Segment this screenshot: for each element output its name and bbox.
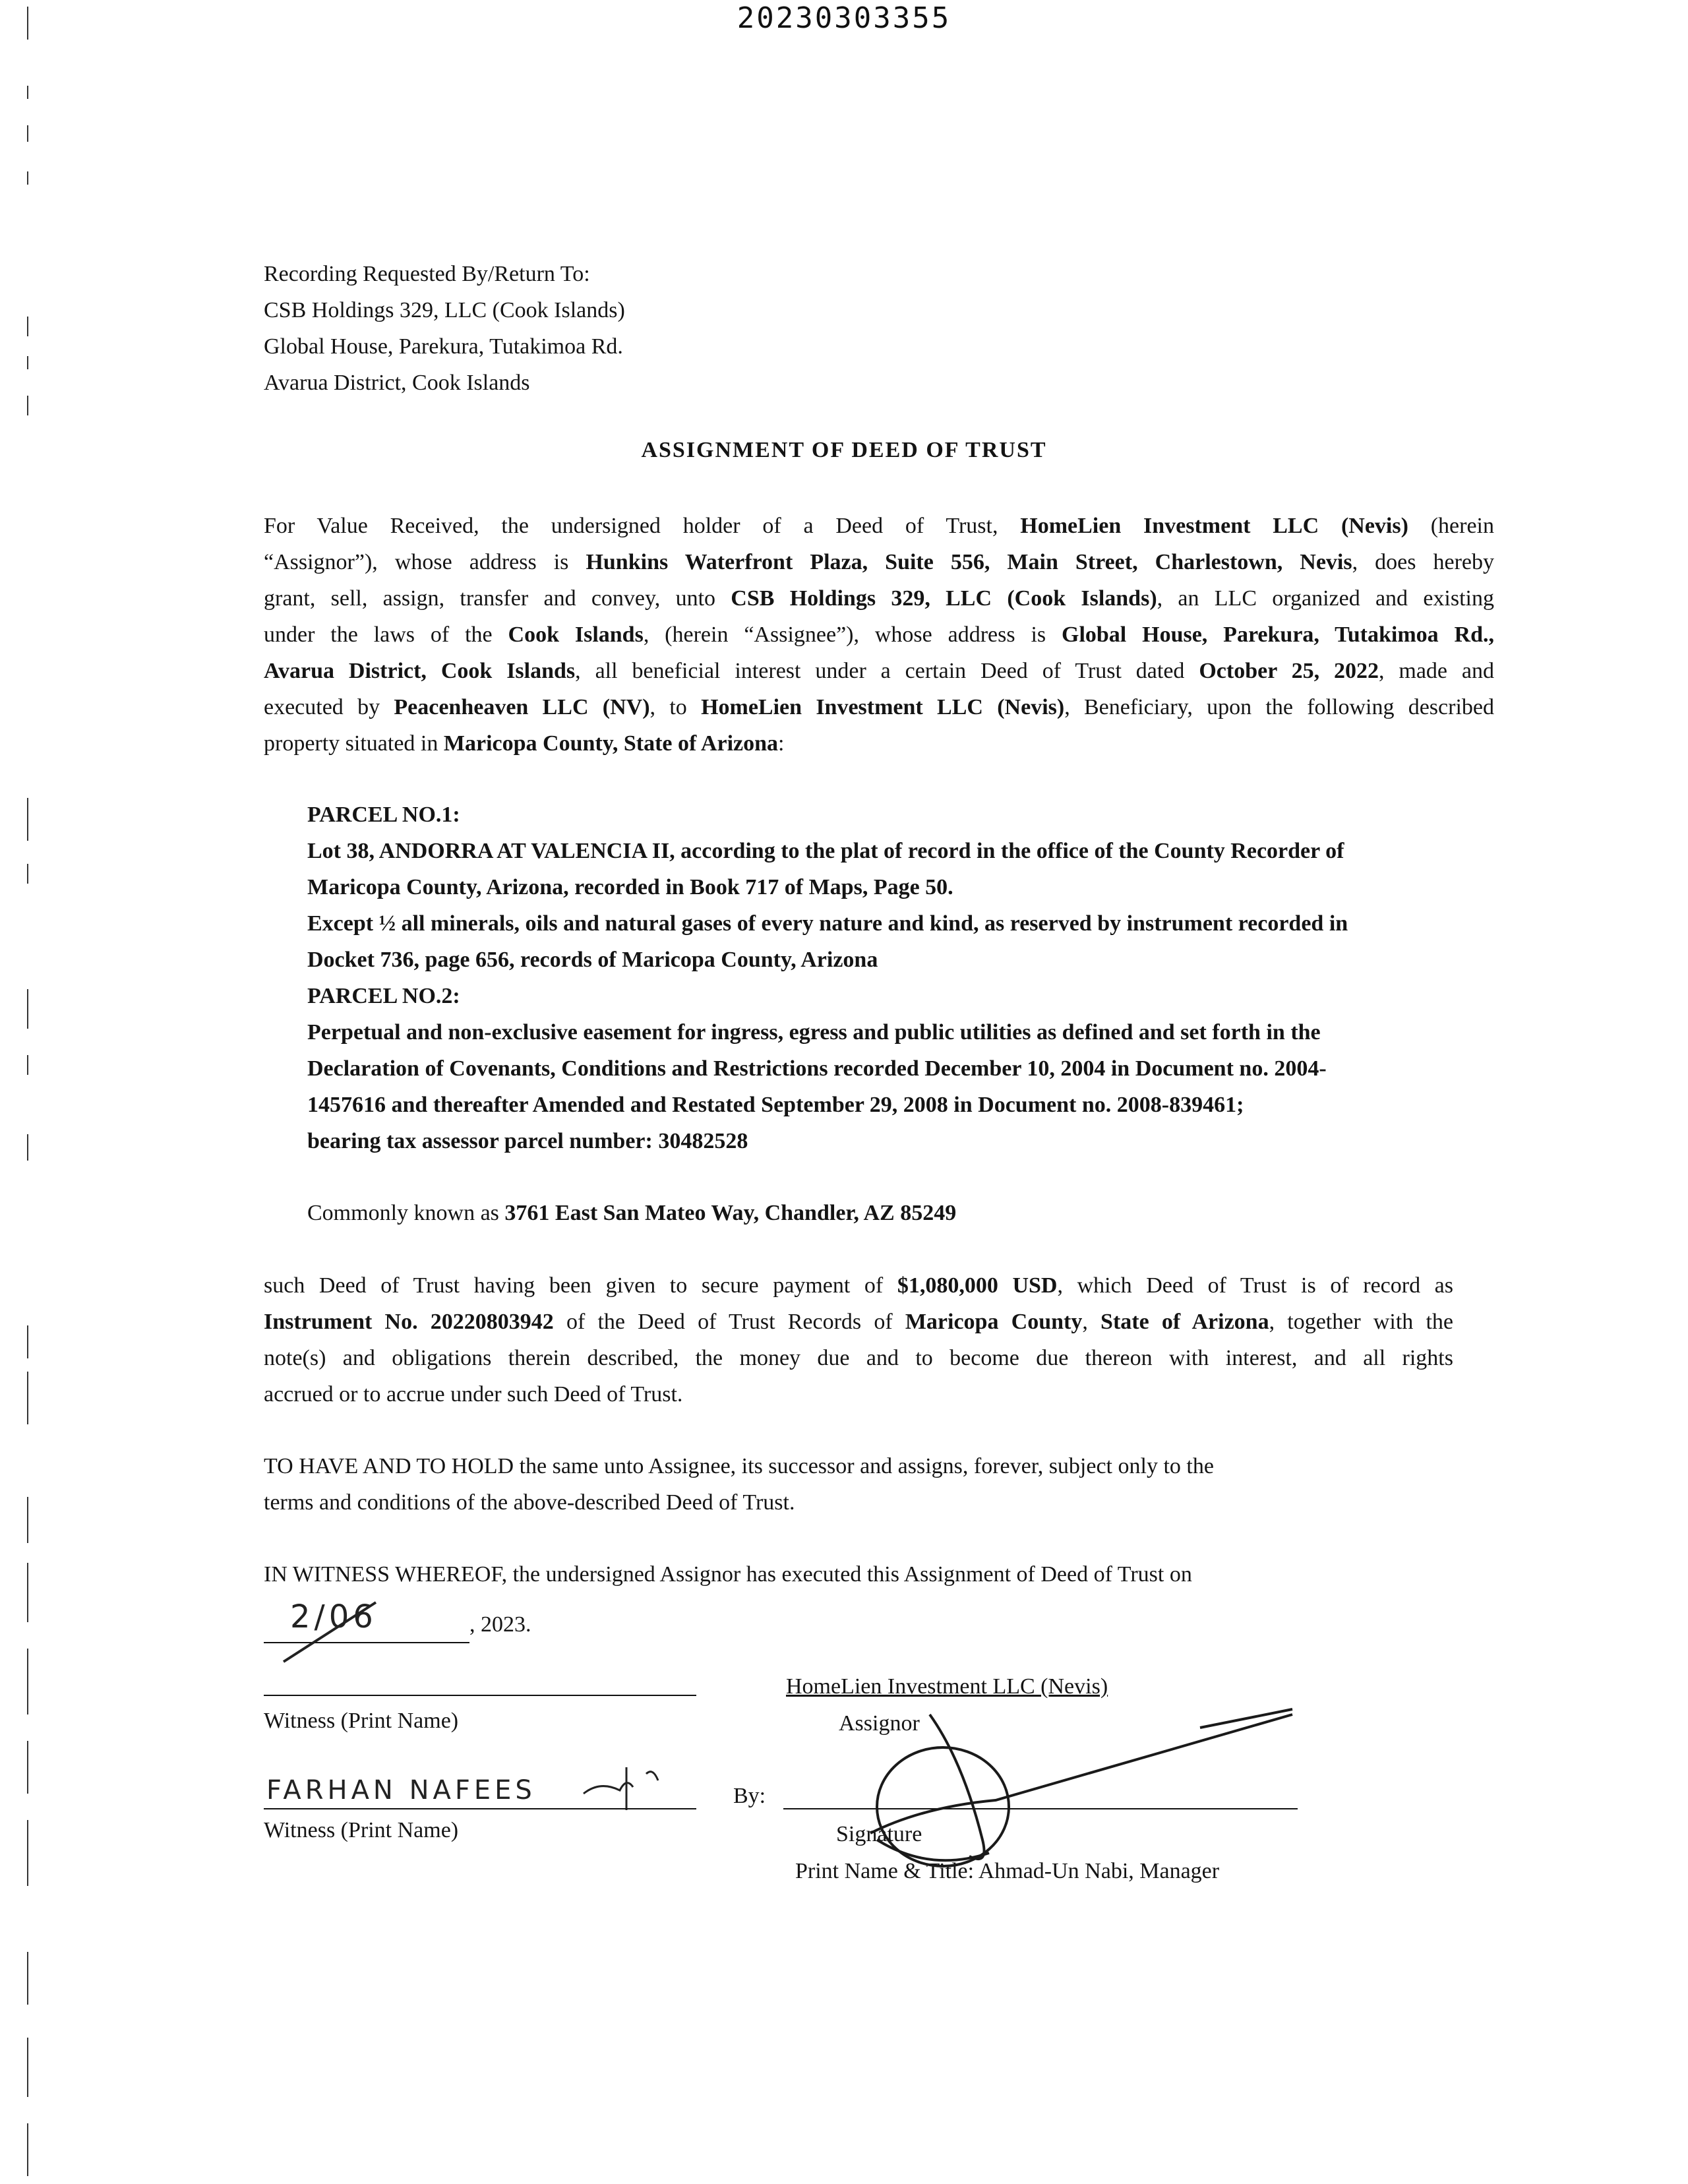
payment-line: accrued or to accrue under such Deed of Trust. [264,1382,683,1407]
intro-paragraph [264,508,1494,762]
assignor-signature-mark [831,1701,1306,1886]
recording-line: Global House, Parekura, Tutakimoa Rd. [264,334,623,359]
assignor-caption: Assignor [839,1711,920,1736]
intro-line: Avarua District, Cook Islands, all beneficial interest under a certain Deed of Trust dated October 25, 2022, made and [264,659,1495,683]
legal-line: Docket 736, page 656, records of Maricopa County, Arizona [307,948,878,972]
execution-date-year: , 2023. [469,1612,531,1637]
print-name-title: Print Name & Title: Ahmad-Un Nabi, Manager [795,1859,1220,1883]
recording-document-number: 20230303355 [737,1,951,35]
payment-line: such Deed of Trust having been given to secure payment of $1,080,000 USD, which Deed of Trust is of record as [264,1273,1453,1298]
intro-line: executed by Peacenheaven LLC (NV), to HomeLien Investment LLC (Nevis), Beneficiary, upon the following described [264,695,1494,719]
assignor-name: HomeLien Investment LLC (Nevis) [786,1674,1108,1699]
payment-paragraph [264,1267,1453,1412]
habendum-line: terms and conditions of the above-described Deed of Trust. [264,1490,795,1515]
intro-line: grant, sell, assign, transfer and convey, unto CSB Holdings 329, LLC (Cook Islands), an LLC organized and existing [264,586,1494,611]
recording-line: Avarua District, Cook Islands [264,371,530,395]
recording-requested-block [264,256,857,401]
legal-line: Except ½ all minerals, oils and natural gases of every nature and kind, as reserved by instrument recorded in [307,911,1348,936]
habendum-paragraph [264,1448,1385,1521]
parcel-heading: PARCEL NO.1: [307,803,460,827]
witness-clause [264,1556,1451,1592]
witness-2-handwritten-name: FARHAN NAFEES [266,1775,536,1805]
legal-line: bearing tax assessor parcel number: 30482528 [307,1129,748,1153]
witness-1-signature-line [264,1695,696,1696]
by-label: By: [733,1784,766,1808]
signature-caption: Signature [836,1822,922,1846]
witness-2-signature-line [264,1808,696,1809]
intro-line: For Value Received, the undersigned holder of a Deed of Trust, HomeLien Investment LLC (Nevis) (herein [264,514,1494,538]
intro-line: property situated in Maricopa County, State of Arizona: [264,731,785,756]
document-title: ASSIGNMENT OF DEED OF TRUST [641,438,1047,462]
legal-line: Maricopa County, Arizona, recorded in Book 717 of Maps, Page 50. [307,875,953,899]
parcel-heading: PARCEL NO.2: [307,984,460,1008]
witness-2-caption: Witness (Print Name) [264,1818,459,1842]
payment-line: note(s) and obligations therein described, the money due and to become due thereon with interest, and all rights [264,1346,1453,1370]
date-strike-mark [264,1589,475,1668]
legal-description [307,797,1494,1159]
handwritten-execution-date: 2/06 [290,1598,377,1635]
witness-clause-line: IN WITNESS WHEREOF, the undersigned Assignor has executed this Assignment of Deed of Trust on [264,1562,1192,1587]
legal-line: Declaration of Covenants, Conditions and Restrictions recorded December 10, 2004 in Document no. 2004- [307,1056,1327,1081]
legal-line: Lot 38, ANDORRA AT VALENCIA II, according to the plat of record in the office of the County Recorder of [307,839,1344,863]
scan-edge-marks [0,0,53,2184]
legal-line: 1457616 and thereafter Amended and Restated September 29, 2008 in Document no. 2008-839461; [307,1093,1244,1117]
witness-2-signature-scrawl [580,1761,673,1813]
payment-line: Instrument No. 20220803942 of the Deed of Trust Records of Maricopa County, State of Arizona, together with the [264,1310,1453,1334]
intro-line: under the laws of the Cook Islands, (herein “Assignee”), whose address is Global House, Parekura, Tutakimoa Rd., [264,622,1494,647]
recording-line: Recording Requested By/Return To: [264,262,590,286]
witness-1-caption: Witness (Print Name) [264,1709,459,1733]
habendum-line: TO HAVE AND TO HOLD the same unto Assignee, its successor and assigns, forever, subject only to the [264,1454,1214,1478]
commonly-known-as: Commonly known as 3761 East San Mateo Way, Chandler, AZ 85249 [307,1201,957,1225]
property-address: 3761 East San Mateo Way, Chandler, AZ 85249 [504,1201,957,1225]
intro-line: “Assignor”), whose address is Hunkins Waterfront Plaza, Suite 556, Main Street, Charlestown, Nevis, does hereby [264,550,1495,574]
legal-line: Perpetual and non-exclusive easement for ingress, egress and public utilities as defined and set forth in the [307,1020,1321,1045]
recording-line: CSB Holdings 329, LLC (Cook Islands) [264,298,625,322]
